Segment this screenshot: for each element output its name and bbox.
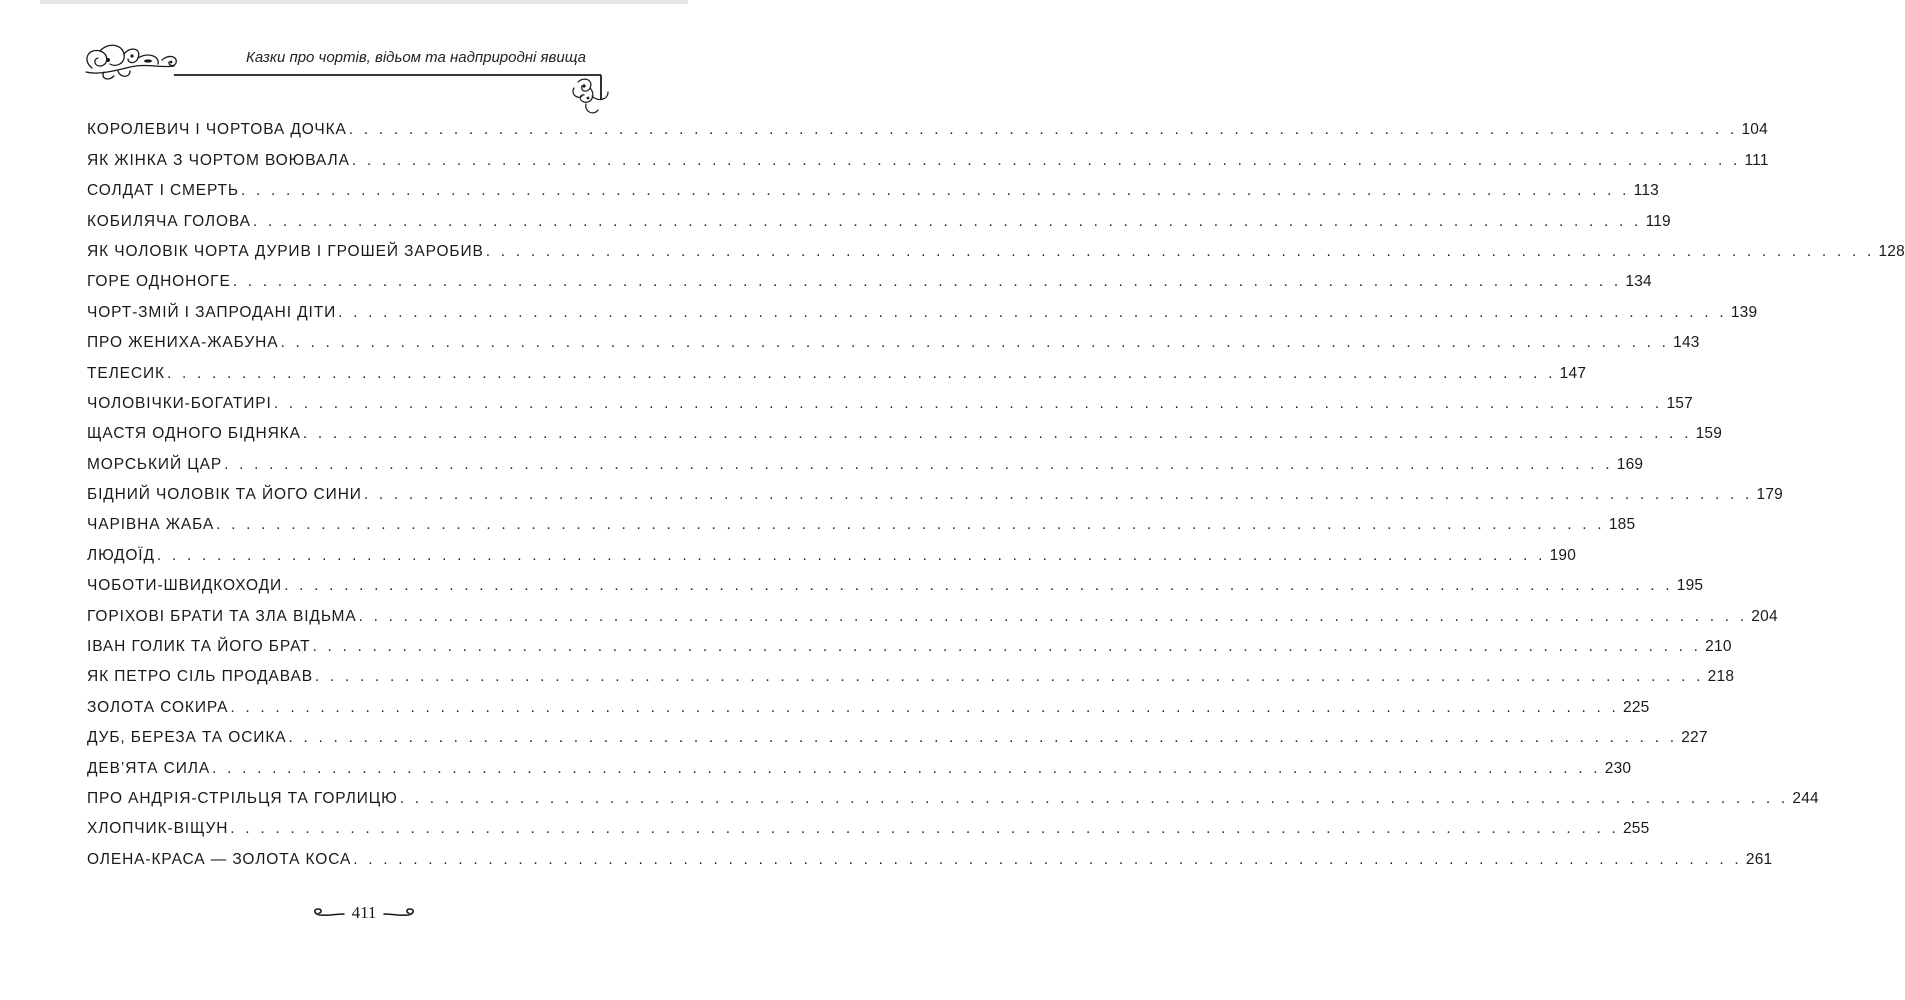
toc-entry-title: ЩАСТЯ ОДНОГО БІДНЯКА	[87, 425, 301, 443]
toc-entry-page: 104	[1741, 121, 1768, 139]
toc-dot-leader: . . . . . . . . . . . . . . . . . . . . . . . . . . . . . . . . . . . . . . . . . . . . . . . . . . . . . . . . . . . . . . . . . . . . . . . . . . . . . . . . . . . . . . . . . . . . .	[212, 759, 1601, 777]
toc-entry	[87, 656, 1735, 686]
swirl-right-icon	[382, 906, 418, 920]
toc-dot-leader: . . . . . . . . . . . . . . . . . . . . . . . . . . . . . . . . . . . . . . . . . . . . . . . . . . . . . . . . . . . . . . . . . . . . . . . . . . . . . . . . . . . . . . . . . . . . .	[312, 638, 1702, 656]
toc-entry	[87, 626, 1732, 656]
running-header-title: Казки про чортів, відьом та надприродні явища	[246, 49, 586, 66]
toc-entry-page: 143	[1673, 334, 1700, 352]
toc-entry-page: 111	[1744, 151, 1769, 169]
toc-entry-page: 261	[1745, 850, 1773, 868]
toc-dot-leader: . . . . . . . . . . . . . . . . . . . . . . . . . . . . . . . . . . . . . . . . . . . . . . . . . . . . . . . . . . . . . . . . . . . . . . . . . . . . . . . . . . . . . . . . . . . . .	[232, 273, 1622, 291]
toc-dot-leader: . . . . . . . . . . . . . . . . . . . . . . . . . . . . . . . . . . . . . . . . . . . . . . . . . . . . . . . . . . . . . . . . . . . . . . . . . . . . . . . . . . . . . . . . . . . . .	[230, 820, 1619, 838]
toc-entry	[87, 565, 1704, 595]
toc-entry	[87, 838, 1773, 868]
toc-entry-page: 218	[1707, 668, 1735, 686]
table-of-contents	[87, 109, 1905, 869]
toc-entry-title: ЧОЛОВІЧКИ-БОГАТИРІ	[87, 394, 272, 412]
toc-dot-leader: . . . . . . . . . . . . . . . . . . . . . . . . . . . . . . . . . . . . . . . . . . . . . . . . . . . . . . . . . . . . . . . . . . . . . . . . . . . . . . . . . . . . . . . . . . . . .	[280, 334, 1670, 352]
toc-entry	[87, 778, 1819, 808]
toc-entry	[87, 109, 1768, 139]
toc-entry-page: 128	[1878, 242, 1905, 260]
toc-entry-page: 195	[1676, 577, 1704, 595]
toc-dot-leader: . . . . . . . . . . . . . . . . . . . . . . . . . . . . . . . . . . . . . . . . . . . . . . . . . . . . . . . . . . . . . . . . . . . . . . . . . . . . . . . . . . . . . . . . . . . . .	[216, 516, 1605, 534]
toc-dot-leader: . . . . . . . . . . . . . . . . . . . . . . . . . . . . . . . . . . . . . . . . . . . . . . . . . . . . . . . . . . . . . . . . . . . . . . . . . . . . . . . . . . . . . . . . . . . . .	[302, 425, 1692, 443]
toc-dot-leader: . . . . . . . . . . . . . . . . . . . . . . . . . . . . . . . . . . . . . . . . . . . . . . . . . . . . . . . . . . . . . . . . . . . . . . . . . . . . . . . . . . . . . . . . . . . . .	[314, 668, 1704, 686]
toc-entry-title: БІДНИЙ ЧОЛОВІК ТА ЙОГО СИНИ	[87, 486, 362, 504]
toc-dot-leader: . . . . . . . . . . . . . . . . . . . . . . . . . . . . . . . . . . . . . . . . . . . . . . . . . . . . . . . . . . . . . . . . . . . . . . . . . . . . . . . . . . . . . . . . . . . . .	[156, 546, 1546, 564]
toc-entry-title: ЧОРТ-ЗМІЙ І ЗАПРОДАНІ ДІТИ	[87, 303, 337, 321]
toc-dot-leader: . . . . . . . . . . . . . . . . . . . . . . . . . . . . . . . . . . . . . . . . . . . . . . . . . . . . . . . . . . . . . . . . . . . . . . . . . . . . . . . . . . . . . . . . . . . . .	[351, 151, 1741, 169]
toc-entry-page: 255	[1622, 820, 1650, 838]
toc-entry-page: 190	[1549, 546, 1577, 564]
toc-entry-title: ОЛЕНА-КРАСА — ЗОЛОТА КОСА	[87, 850, 352, 868]
toc-entry-page: 179	[1756, 486, 1783, 504]
toc-entry	[87, 261, 1652, 291]
toc-entry-title: ГОРІХОВІ БРАТИ ТА ЗЛА ВІДЬМА	[87, 607, 357, 625]
toc-entry	[87, 322, 1700, 352]
toc-entry-title: ЧАРІВНА ЖАБА	[87, 516, 215, 534]
toc-entry	[87, 200, 1671, 230]
toc-dot-leader: . . . . . . . . . . . . . . . . . . . . . . . . . . . . . . . . . . . . . . . . . . . . . . . . . . . . . . . . . . . . . . . . . . . . . . . . . . . . . . . . . . . . . . . . . . . . .	[485, 242, 1875, 260]
toc-entry-title: КОРОЛЕВИЧ І ЧОРТОВА ДОЧКА	[87, 121, 347, 139]
toc-entry	[87, 352, 1587, 382]
toc-entry	[87, 170, 1659, 200]
toc-dot-leader: . . . . . . . . . . . . . . . . . . . . . . . . . . . . . . . . . . . . . . . . . . . . . . . . . . . . . . . . . . . . . . . . . . . . . . . . . . . . . . . . . . . . . . . . . . . . .	[166, 364, 1556, 382]
toc-entry	[87, 747, 1632, 777]
toc-entry-title: ХЛОПЧИК-ВІЩУН	[87, 820, 229, 838]
toc-dot-leader: . . . . . . . . . . . . . . . . . . . . . . . . . . . . . . . . . . . . . . . . . . . . . . . . . . . . . . . . . . . . . . . . . . . . . . . . . . . . . . . . . . . . . . . . . . . . .	[288, 729, 1678, 747]
toc-dot-leader: . . . . . . . . . . . . . . . . . . . . . . . . . . . . . . . . . . . . . . . . . . . . . . . . . . . . . . . . . . . . . . . . . . . . . . . . . . . . . . . . . . . . . . . . . . . . .	[284, 577, 1673, 595]
toc-entry	[87, 139, 1769, 169]
toc-entry-title: ГОРЕ ОДНОНОГЕ	[87, 273, 231, 291]
toc-entry-page: 139	[1730, 303, 1758, 321]
toc-entry	[87, 443, 1644, 473]
toc-entry-title: КОБИЛЯЧА ГОЛОВА	[87, 212, 251, 230]
toc-entry-title: ЧОБОТИ-ШВИДКОХОДИ	[87, 577, 283, 595]
toc-entry	[87, 413, 1723, 443]
toc-entry-title: СОЛДАТ І СМЕРТЬ	[87, 182, 239, 200]
toc-entry-page: 113	[1633, 182, 1659, 200]
toc-entry-title: ЯК ЖІНКА З ЧОРТОМ ВОЮВАЛА	[87, 151, 350, 169]
toc-entry-page: 230	[1604, 759, 1632, 777]
toc-entry-page: 210	[1705, 638, 1732, 656]
toc-entry	[87, 808, 1650, 838]
toc-entry-title: ДУБ, БЕРЕЗА ТА ОСИКА	[87, 729, 287, 747]
toc-entry-page: 225	[1623, 698, 1650, 716]
toc-entry-page: 185	[1608, 516, 1636, 534]
toc-dot-leader: . . . . . . . . . . . . . . . . . . . . . . . . . . . . . . . . . . . . . . . . . . . . . . . . . . . . . . . . . . . . . . . . . . . . . . . . . . . . . . . . . . . . . . . . . . . . .	[252, 212, 1642, 230]
toc-dot-leader: . . . . . . . . . . . . . . . . . . . . . . . . . . . . . . . . . . . . . . . . . . . . . . . . . . . . . . . . . . . . . . . . . . . . . . . . . . . . . . . . . . . . . . . . . . . . .	[338, 303, 1727, 321]
toc-entry-page: 119	[1645, 212, 1671, 230]
toc-entry-title: МОРСЬКИЙ ЦАР	[87, 455, 223, 473]
toc-entry-title: ТЕЛЕСИК	[87, 364, 165, 382]
toc-entry-title: ЗОЛОТА СОКИРА	[87, 698, 229, 716]
toc-entry-title: ПРО ЖЕНИХА-ЖАБУНА	[87, 334, 279, 352]
page-footer	[0, 903, 728, 925]
toc-entry	[87, 595, 1778, 625]
page-top-edge	[40, 0, 688, 4]
toc-dot-leader: . . . . . . . . . . . . . . . . . . . . . . . . . . . . . . . . . . . . . . . . . . . . . . . . . . . . . . . . . . . . . . . . . . . . . . . . . . . . . . . . . . . . . . . . . . . . .	[358, 607, 1748, 625]
toc-dot-leader: . . . . . . . . . . . . . . . . . . . . . . . . . . . . . . . . . . . . . . . . . . . . . . . . . . . . . . . . . . . . . . . . . . . . . . . . . . . . . . . . . . . . . . . . . . . . .	[353, 850, 1742, 868]
toc-dot-leader: . . . . . . . . . . . . . . . . . . . . . . . . . . . . . . . . . . . . . . . . . . . . . . . . . . . . . . . . . . . . . . . . . . . . . . . . . . . . . . . . . . . . . . . . . . . . .	[399, 789, 1789, 807]
toc-dot-leader: . . . . . . . . . . . . . . . . . . . . . . . . . . . . . . . . . . . . . . . . . . . . . . . . . . . . . . . . . . . . . . . . . . . . . . . . . . . . . . . . . . . . . . . . . . . . .	[273, 394, 1663, 412]
toc-entry-page: 134	[1625, 273, 1652, 291]
toc-entry-page: 169	[1616, 455, 1644, 473]
swirl-left-icon	[310, 906, 346, 920]
toc-entry-title: ІВАН ГОЛИК ТА ЙОГО БРАТ	[87, 638, 311, 656]
toc-entry	[87, 686, 1650, 716]
toc-entry	[87, 383, 1693, 413]
toc-entry-title: ДЕВ’ЯТА СИЛА	[87, 759, 211, 777]
toc-entry	[87, 717, 1708, 747]
toc-entry-title: ЯК ЧОЛОВІК ЧОРТА ДУРИВ І ГРОШЕЙ ЗАРОБИВ	[87, 242, 484, 260]
toc-entry	[87, 291, 1758, 321]
toc-dot-leader: . . . . . . . . . . . . . . . . . . . . . . . . . . . . . . . . . . . . . . . . . . . . . . . . . . . . . . . . . . . . . . . . . . . . . . . . . . . . . . . . . . . . . . . . . . . . .	[230, 698, 1620, 716]
toc-entry-title: ЯК ПЕТРО СІЛЬ ПРОДАВАВ	[87, 668, 313, 686]
toc-entry	[87, 534, 1577, 564]
toc-entry-page: 244	[1792, 789, 1819, 807]
page-number: 411	[351, 903, 377, 922]
toc-entry-title: ПРО АНДРІЯ-СТРІЛЬЦЯ ТА ГОРЛИЦЮ	[87, 789, 398, 807]
toc-entry-page: 204	[1751, 607, 1778, 625]
toc-dot-leader: . . . . . . . . . . . . . . . . . . . . . . . . . . . . . . . . . . . . . . . . . . . . . . . . . . . . . . . . . . . . . . . . . . . . . . . . . . . . . . . . . . . . . . . . . . . . .	[363, 486, 1753, 504]
toc-entry-page: 157	[1666, 394, 1693, 412]
toc-dot-leader: . . . . . . . . . . . . . . . . . . . . . . . . . . . . . . . . . . . . . . . . . . . . . . . . . . . . . . . . . . . . . . . . . . . . . . . . . . . . . . . . . . . . . . . . . . . . .	[348, 121, 1738, 139]
toc-entry	[87, 474, 1783, 504]
toc-entry	[87, 231, 1905, 261]
toc-entry-title: ЛЮДОЇД	[87, 546, 155, 564]
toc-entry-page: 147	[1559, 364, 1587, 382]
toc-entry-page: 159	[1695, 425, 1723, 443]
toc-dot-leader: . . . . . . . . . . . . . . . . . . . . . . . . . . . . . . . . . . . . . . . . . . . . . . . . . . . . . . . . . . . . . . . . . . . . . . . . . . . . . . . . . . . . . . . . . . . . .	[240, 182, 1630, 200]
toc-dot-leader: . . . . . . . . . . . . . . . . . . . . . . . . . . . . . . . . . . . . . . . . . . . . . . . . . . . . . . . . . . . . . . . . . . . . . . . . . . . . . . . . . . . . . . . . . . . . .	[224, 455, 1613, 473]
toc-entry-page: 227	[1681, 729, 1708, 747]
toc-entry	[87, 504, 1636, 534]
